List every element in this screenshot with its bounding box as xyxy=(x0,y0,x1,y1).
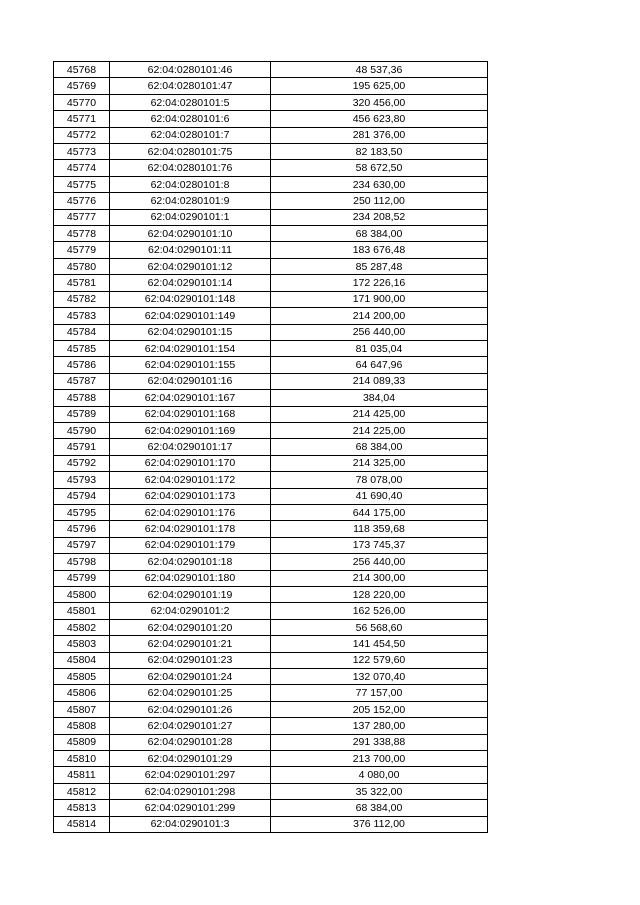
value-cell: 162 526,00 xyxy=(271,603,488,619)
value-cell: 250 112,00 xyxy=(271,193,488,209)
value-cell: 214 425,00 xyxy=(271,406,488,422)
cadastral-number-cell: 62:04:0290101:21 xyxy=(110,636,271,652)
row-number-cell: 45790 xyxy=(54,422,110,438)
cadastral-number-cell: 62:04:0290101:179 xyxy=(110,537,271,553)
cadastral-number-cell: 62:04:0290101:178 xyxy=(110,521,271,537)
value-cell: 4 080,00 xyxy=(271,767,488,783)
value-cell: 644 175,00 xyxy=(271,504,488,520)
cadastral-number-cell: 62:04:0290101:172 xyxy=(110,472,271,488)
value-cell: 85 287,48 xyxy=(271,258,488,274)
table-row xyxy=(54,652,488,668)
row-number-cell: 45787 xyxy=(54,373,110,389)
cadastral-number-cell: 62:04:0290101:148 xyxy=(110,291,271,307)
value-cell: 214 200,00 xyxy=(271,308,488,324)
value-cell: 376 112,00 xyxy=(271,816,488,832)
row-number-cell: 45799 xyxy=(54,570,110,586)
value-cell: 82 183,50 xyxy=(271,144,488,160)
table-row xyxy=(54,308,488,324)
table-row xyxy=(54,176,488,192)
row-number-cell: 45783 xyxy=(54,308,110,324)
value-cell: 205 152,00 xyxy=(271,701,488,717)
row-number-cell: 45789 xyxy=(54,406,110,422)
value-cell: 214 089,33 xyxy=(271,373,488,389)
value-cell: 183 676,48 xyxy=(271,242,488,258)
row-number-cell: 45798 xyxy=(54,554,110,570)
value-cell: 213 700,00 xyxy=(271,751,488,767)
value-cell: 64 647,96 xyxy=(271,357,488,373)
cadastral-number-cell: 62:04:0290101:180 xyxy=(110,570,271,586)
row-number-cell: 45778 xyxy=(54,226,110,242)
table-row xyxy=(54,488,488,504)
row-number-cell: 45804 xyxy=(54,652,110,668)
table-row xyxy=(54,291,488,307)
cadastral-number-cell: 62:04:0290101:297 xyxy=(110,767,271,783)
row-number-cell: 45788 xyxy=(54,390,110,406)
cadastral-number-cell: 62:04:0290101:12 xyxy=(110,258,271,274)
cadastral-number-cell: 62:04:0290101:299 xyxy=(110,800,271,816)
table-row xyxy=(54,406,488,422)
row-number-cell: 45806 xyxy=(54,685,110,701)
table-row xyxy=(54,111,488,127)
row-number-cell: 45792 xyxy=(54,455,110,471)
row-number-cell: 45774 xyxy=(54,160,110,176)
table-row xyxy=(54,357,488,373)
table-row xyxy=(54,193,488,209)
row-number-cell: 45777 xyxy=(54,209,110,225)
value-cell: 234 630,00 xyxy=(271,176,488,192)
cadastral-number-cell: 62:04:0280101:6 xyxy=(110,111,271,127)
row-number-cell: 45807 xyxy=(54,701,110,717)
table-row xyxy=(54,340,488,356)
value-cell: 77 157,00 xyxy=(271,685,488,701)
value-cell: 281 376,00 xyxy=(271,127,488,143)
value-cell: 456 623,80 xyxy=(271,111,488,127)
row-number-cell: 45772 xyxy=(54,127,110,143)
cadastral-number-cell: 62:04:0290101:18 xyxy=(110,554,271,570)
value-cell: 320 456,00 xyxy=(271,94,488,110)
value-cell: 141 454,50 xyxy=(271,636,488,652)
table-row xyxy=(54,636,488,652)
table-row xyxy=(54,587,488,603)
value-cell: 68 384,00 xyxy=(271,439,488,455)
table-row xyxy=(54,78,488,94)
cadastral-number-cell: 62:04:0290101:29 xyxy=(110,751,271,767)
value-cell: 384,04 xyxy=(271,390,488,406)
table-row xyxy=(54,816,488,832)
row-number-cell: 45795 xyxy=(54,504,110,520)
value-cell: 172 226,16 xyxy=(271,275,488,291)
cadastral-number-cell: 62:04:0290101:167 xyxy=(110,390,271,406)
row-number-cell: 45770 xyxy=(54,94,110,110)
table-body xyxy=(54,62,488,833)
row-number-cell: 45813 xyxy=(54,800,110,816)
cadastral-number-cell: 62:04:0290101:24 xyxy=(110,669,271,685)
value-cell: 291 338,88 xyxy=(271,734,488,750)
row-number-cell: 45785 xyxy=(54,340,110,356)
value-cell: 137 280,00 xyxy=(271,718,488,734)
table-row xyxy=(54,800,488,816)
table-row xyxy=(54,127,488,143)
table-row xyxy=(54,537,488,553)
cadastral-number-cell: 62:04:0290101:25 xyxy=(110,685,271,701)
cadastral-number-cell: 62:04:0290101:26 xyxy=(110,701,271,717)
cadastral-number-cell: 62:04:0290101:170 xyxy=(110,455,271,471)
cadastral-number-cell: 62:04:0280101:46 xyxy=(110,62,271,78)
table-row xyxy=(54,390,488,406)
table-row xyxy=(54,472,488,488)
row-number-cell: 45781 xyxy=(54,275,110,291)
value-cell: 68 384,00 xyxy=(271,226,488,242)
value-cell: 41 690,40 xyxy=(271,488,488,504)
cadastral-number-cell: 62:04:0290101:168 xyxy=(110,406,271,422)
row-number-cell: 45775 xyxy=(54,176,110,192)
table-row xyxy=(54,504,488,520)
cadastral-number-cell: 62:04:0290101:14 xyxy=(110,275,271,291)
row-number-cell: 45786 xyxy=(54,357,110,373)
cadastral-number-cell: 62:04:0290101:23 xyxy=(110,652,271,668)
cadastral-number-cell: 62:04:0280101:7 xyxy=(110,127,271,143)
row-number-cell: 45812 xyxy=(54,783,110,799)
cadastral-number-cell: 62:04:0290101:176 xyxy=(110,504,271,520)
row-number-cell: 45769 xyxy=(54,78,110,94)
row-number-cell: 45800 xyxy=(54,587,110,603)
value-cell: 78 078,00 xyxy=(271,472,488,488)
row-number-cell: 45801 xyxy=(54,603,110,619)
table-row xyxy=(54,209,488,225)
row-number-cell: 45782 xyxy=(54,291,110,307)
cadastral-number-cell: 62:04:0280101:8 xyxy=(110,176,271,192)
row-number-cell: 45805 xyxy=(54,669,110,685)
table-row xyxy=(54,603,488,619)
row-number-cell: 45794 xyxy=(54,488,110,504)
cadastral-number-cell: 62:04:0290101:17 xyxy=(110,439,271,455)
value-cell: 58 672,50 xyxy=(271,160,488,176)
cadastral-number-cell: 62:04:0280101:5 xyxy=(110,94,271,110)
value-cell: 56 568,60 xyxy=(271,619,488,635)
table-row xyxy=(54,422,488,438)
row-number-cell: 45791 xyxy=(54,439,110,455)
value-cell: 35 322,00 xyxy=(271,783,488,799)
value-cell: 68 384,00 xyxy=(271,800,488,816)
table-row xyxy=(54,455,488,471)
cadastral-number-cell: 62:04:0290101:3 xyxy=(110,816,271,832)
table-row xyxy=(54,767,488,783)
row-number-cell: 45814 xyxy=(54,816,110,832)
table-row xyxy=(54,275,488,291)
cadastral-number-cell: 62:04:0290101:1 xyxy=(110,209,271,225)
cadastral-number-cell: 62:04:0290101:149 xyxy=(110,308,271,324)
row-number-cell: 45802 xyxy=(54,619,110,635)
value-cell: 214 225,00 xyxy=(271,422,488,438)
row-number-cell: 45776 xyxy=(54,193,110,209)
table-row xyxy=(54,685,488,701)
cadastral-number-cell: 62:04:0290101:173 xyxy=(110,488,271,504)
cadastral-number-cell: 62:04:0290101:20 xyxy=(110,619,271,635)
table-row xyxy=(54,160,488,176)
cadastral-number-cell: 62:04:0290101:11 xyxy=(110,242,271,258)
value-cell: 118 359,68 xyxy=(271,521,488,537)
row-number-cell: 45809 xyxy=(54,734,110,750)
table-row xyxy=(54,226,488,242)
cadastral-number-cell: 62:04:0280101:76 xyxy=(110,160,271,176)
table-row xyxy=(54,669,488,685)
row-number-cell: 45771 xyxy=(54,111,110,127)
table-row xyxy=(54,570,488,586)
cadastral-number-cell: 62:04:0290101:154 xyxy=(110,340,271,356)
table-row xyxy=(54,554,488,570)
cadastral-number-cell: 62:04:0280101:9 xyxy=(110,193,271,209)
row-number-cell: 45780 xyxy=(54,258,110,274)
value-cell: 256 440,00 xyxy=(271,324,488,340)
table-row xyxy=(54,439,488,455)
cadastral-number-cell: 62:04:0290101:15 xyxy=(110,324,271,340)
value-cell: 128 220,00 xyxy=(271,587,488,603)
table-row xyxy=(54,521,488,537)
value-cell: 48 537,36 xyxy=(271,62,488,78)
row-number-cell: 45793 xyxy=(54,472,110,488)
value-cell: 195 625,00 xyxy=(271,78,488,94)
value-cell: 256 440,00 xyxy=(271,554,488,570)
table-row xyxy=(54,324,488,340)
value-cell: 173 745,37 xyxy=(271,537,488,553)
cadastral-number-cell: 62:04:0280101:75 xyxy=(110,144,271,160)
cadastral-number-cell: 62:04:0290101:19 xyxy=(110,587,271,603)
table-row xyxy=(54,619,488,635)
cadastral-number-cell: 62:04:0290101:169 xyxy=(110,422,271,438)
cadastral-number-cell: 62:04:0290101:28 xyxy=(110,734,271,750)
value-cell: 132 070,40 xyxy=(271,669,488,685)
value-cell: 234 208,52 xyxy=(271,209,488,225)
table-row xyxy=(54,373,488,389)
row-number-cell: 45810 xyxy=(54,751,110,767)
table-row xyxy=(54,258,488,274)
cadastral-number-cell: 62:04:0290101:27 xyxy=(110,718,271,734)
row-number-cell: 45784 xyxy=(54,324,110,340)
table-row xyxy=(54,242,488,258)
row-number-cell: 45768 xyxy=(54,62,110,78)
row-number-cell: 45773 xyxy=(54,144,110,160)
table-row xyxy=(54,94,488,110)
cadastral-number-cell: 62:04:0290101:10 xyxy=(110,226,271,242)
table-row xyxy=(54,718,488,734)
cadastral-value-table xyxy=(53,61,488,833)
row-number-cell: 45779 xyxy=(54,242,110,258)
cadastral-number-cell: 62:04:0290101:155 xyxy=(110,357,271,373)
cadastral-number-cell: 62:04:0280101:47 xyxy=(110,78,271,94)
row-number-cell: 45803 xyxy=(54,636,110,652)
value-cell: 122 579,60 xyxy=(271,652,488,668)
row-number-cell: 45811 xyxy=(54,767,110,783)
value-cell: 214 325,00 xyxy=(271,455,488,471)
cadastral-number-cell: 62:04:0290101:298 xyxy=(110,783,271,799)
cadastral-number-cell: 62:04:0290101:2 xyxy=(110,603,271,619)
cadastral-number-cell: 62:04:0290101:16 xyxy=(110,373,271,389)
value-cell: 81 035,04 xyxy=(271,340,488,356)
value-cell: 214 300,00 xyxy=(271,570,488,586)
row-number-cell: 45796 xyxy=(54,521,110,537)
row-number-cell: 45808 xyxy=(54,718,110,734)
table-row xyxy=(54,144,488,160)
table-row xyxy=(54,62,488,78)
table-row xyxy=(54,701,488,717)
value-cell: 171 900,00 xyxy=(271,291,488,307)
table-row xyxy=(54,751,488,767)
row-number-cell: 45797 xyxy=(54,537,110,553)
table-row xyxy=(54,783,488,799)
table-row xyxy=(54,734,488,750)
